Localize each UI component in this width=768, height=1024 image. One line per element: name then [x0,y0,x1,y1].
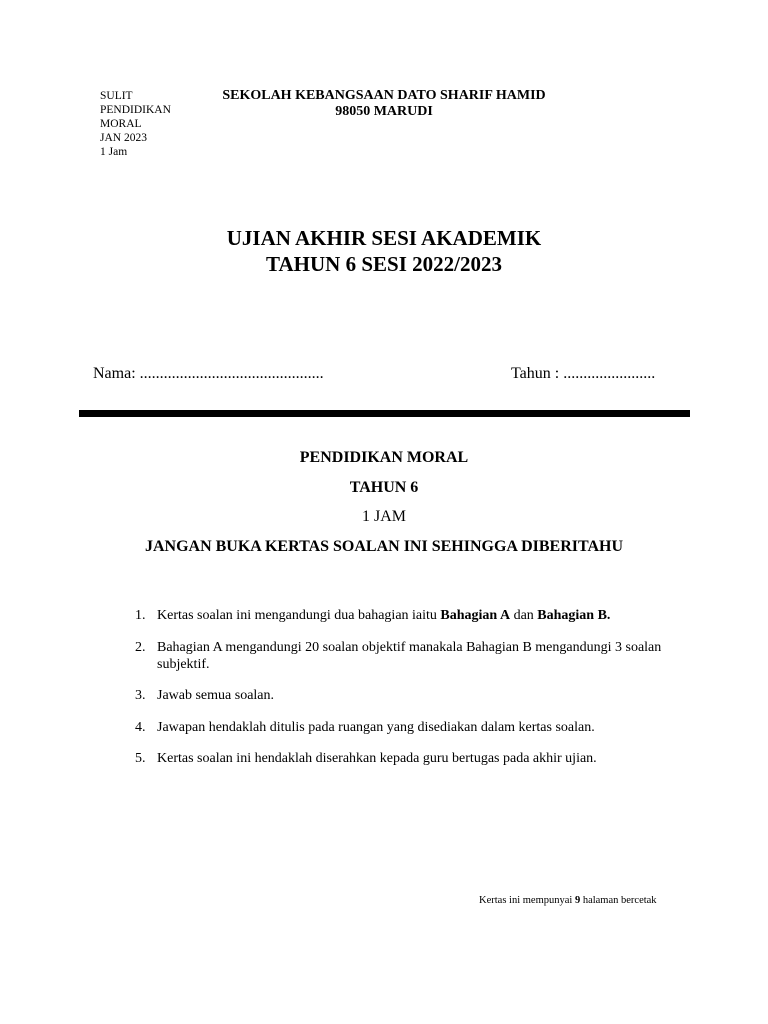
page-count-note [479,895,657,906]
instruction-item [135,639,695,673]
footer-page-count: 9 [574,895,581,906]
instruction-item [135,719,695,736]
school-address: 98050 MARUDI [335,104,433,119]
meta-duration: 1 Jam [100,146,128,158]
instruction-number: 2. [135,640,146,655]
instruction-text: Jawapan hendaklah ditulis pada ruangan yang disediakan dalam kertas soalan. [157,720,595,735]
school-header [184,88,584,120]
instruction-text-part: Kertas soalan ini mengandungi dua bahagian iaitu [157,608,441,623]
instruction-number: 4. [135,720,146,735]
name-field: Nama: .............................................. [93,365,324,382]
subject-duration: 1 JAM [361,508,406,525]
instruction-item [135,607,695,624]
instruction-text [135,607,695,624]
divider-rule [79,410,690,417]
footer-prefix: Kertas ini mempunyai [479,895,575,906]
instruction-text: Jawab semua soalan. [157,688,275,703]
instruction-number: 5. [135,751,146,766]
school-name: SEKOLAH KEBANGSAAN DATO SHARIF HAMID [222,88,546,103]
document-meta [100,89,171,159]
meta-subject-line1: PENDIDIKAN [100,104,171,116]
subject-name: PENDIDIKAN MORAL [299,449,469,466]
subject-year: TAHUN 6 [349,479,419,496]
instruction-bold-part: Bahagian A [440,608,511,623]
instruction-number: 3. [135,688,146,703]
year-field: Tahun : ....................... [511,365,656,382]
exam-title-line2: TAHUN 6 SESI 2022/2023 [266,252,502,276]
footer-suffix: halaman bercetak [580,895,657,906]
do-not-open-warning: JANGAN BUKA KERTAS SOALAN INI SEHINGGA DIBERITAHU [144,538,624,555]
instruction-text: Bahagian A mengandungi 20 soalan objektif manakala Bahagian B mengandungi 3 soalan subjektif. [157,640,662,672]
instruction-item [135,687,695,704]
meta-classification: SULIT [100,90,133,102]
meta-date: JAN 2023 [100,132,147,144]
instruction-number: 1. [135,608,146,623]
exam-title-line1: UJIAN AKHIR SESI AKADEMIK [226,226,542,250]
instruction-text-part: dan [510,608,538,623]
instruction-bold-part: Bahagian B. [537,608,611,623]
instruction-text: Kertas soalan ini hendaklah diserahkan kepada guru bertugas pada akhir ujian. [157,751,597,766]
meta-subject-line2: MORAL [100,118,142,130]
instruction-item [135,750,695,767]
exam-title [0,225,768,277]
